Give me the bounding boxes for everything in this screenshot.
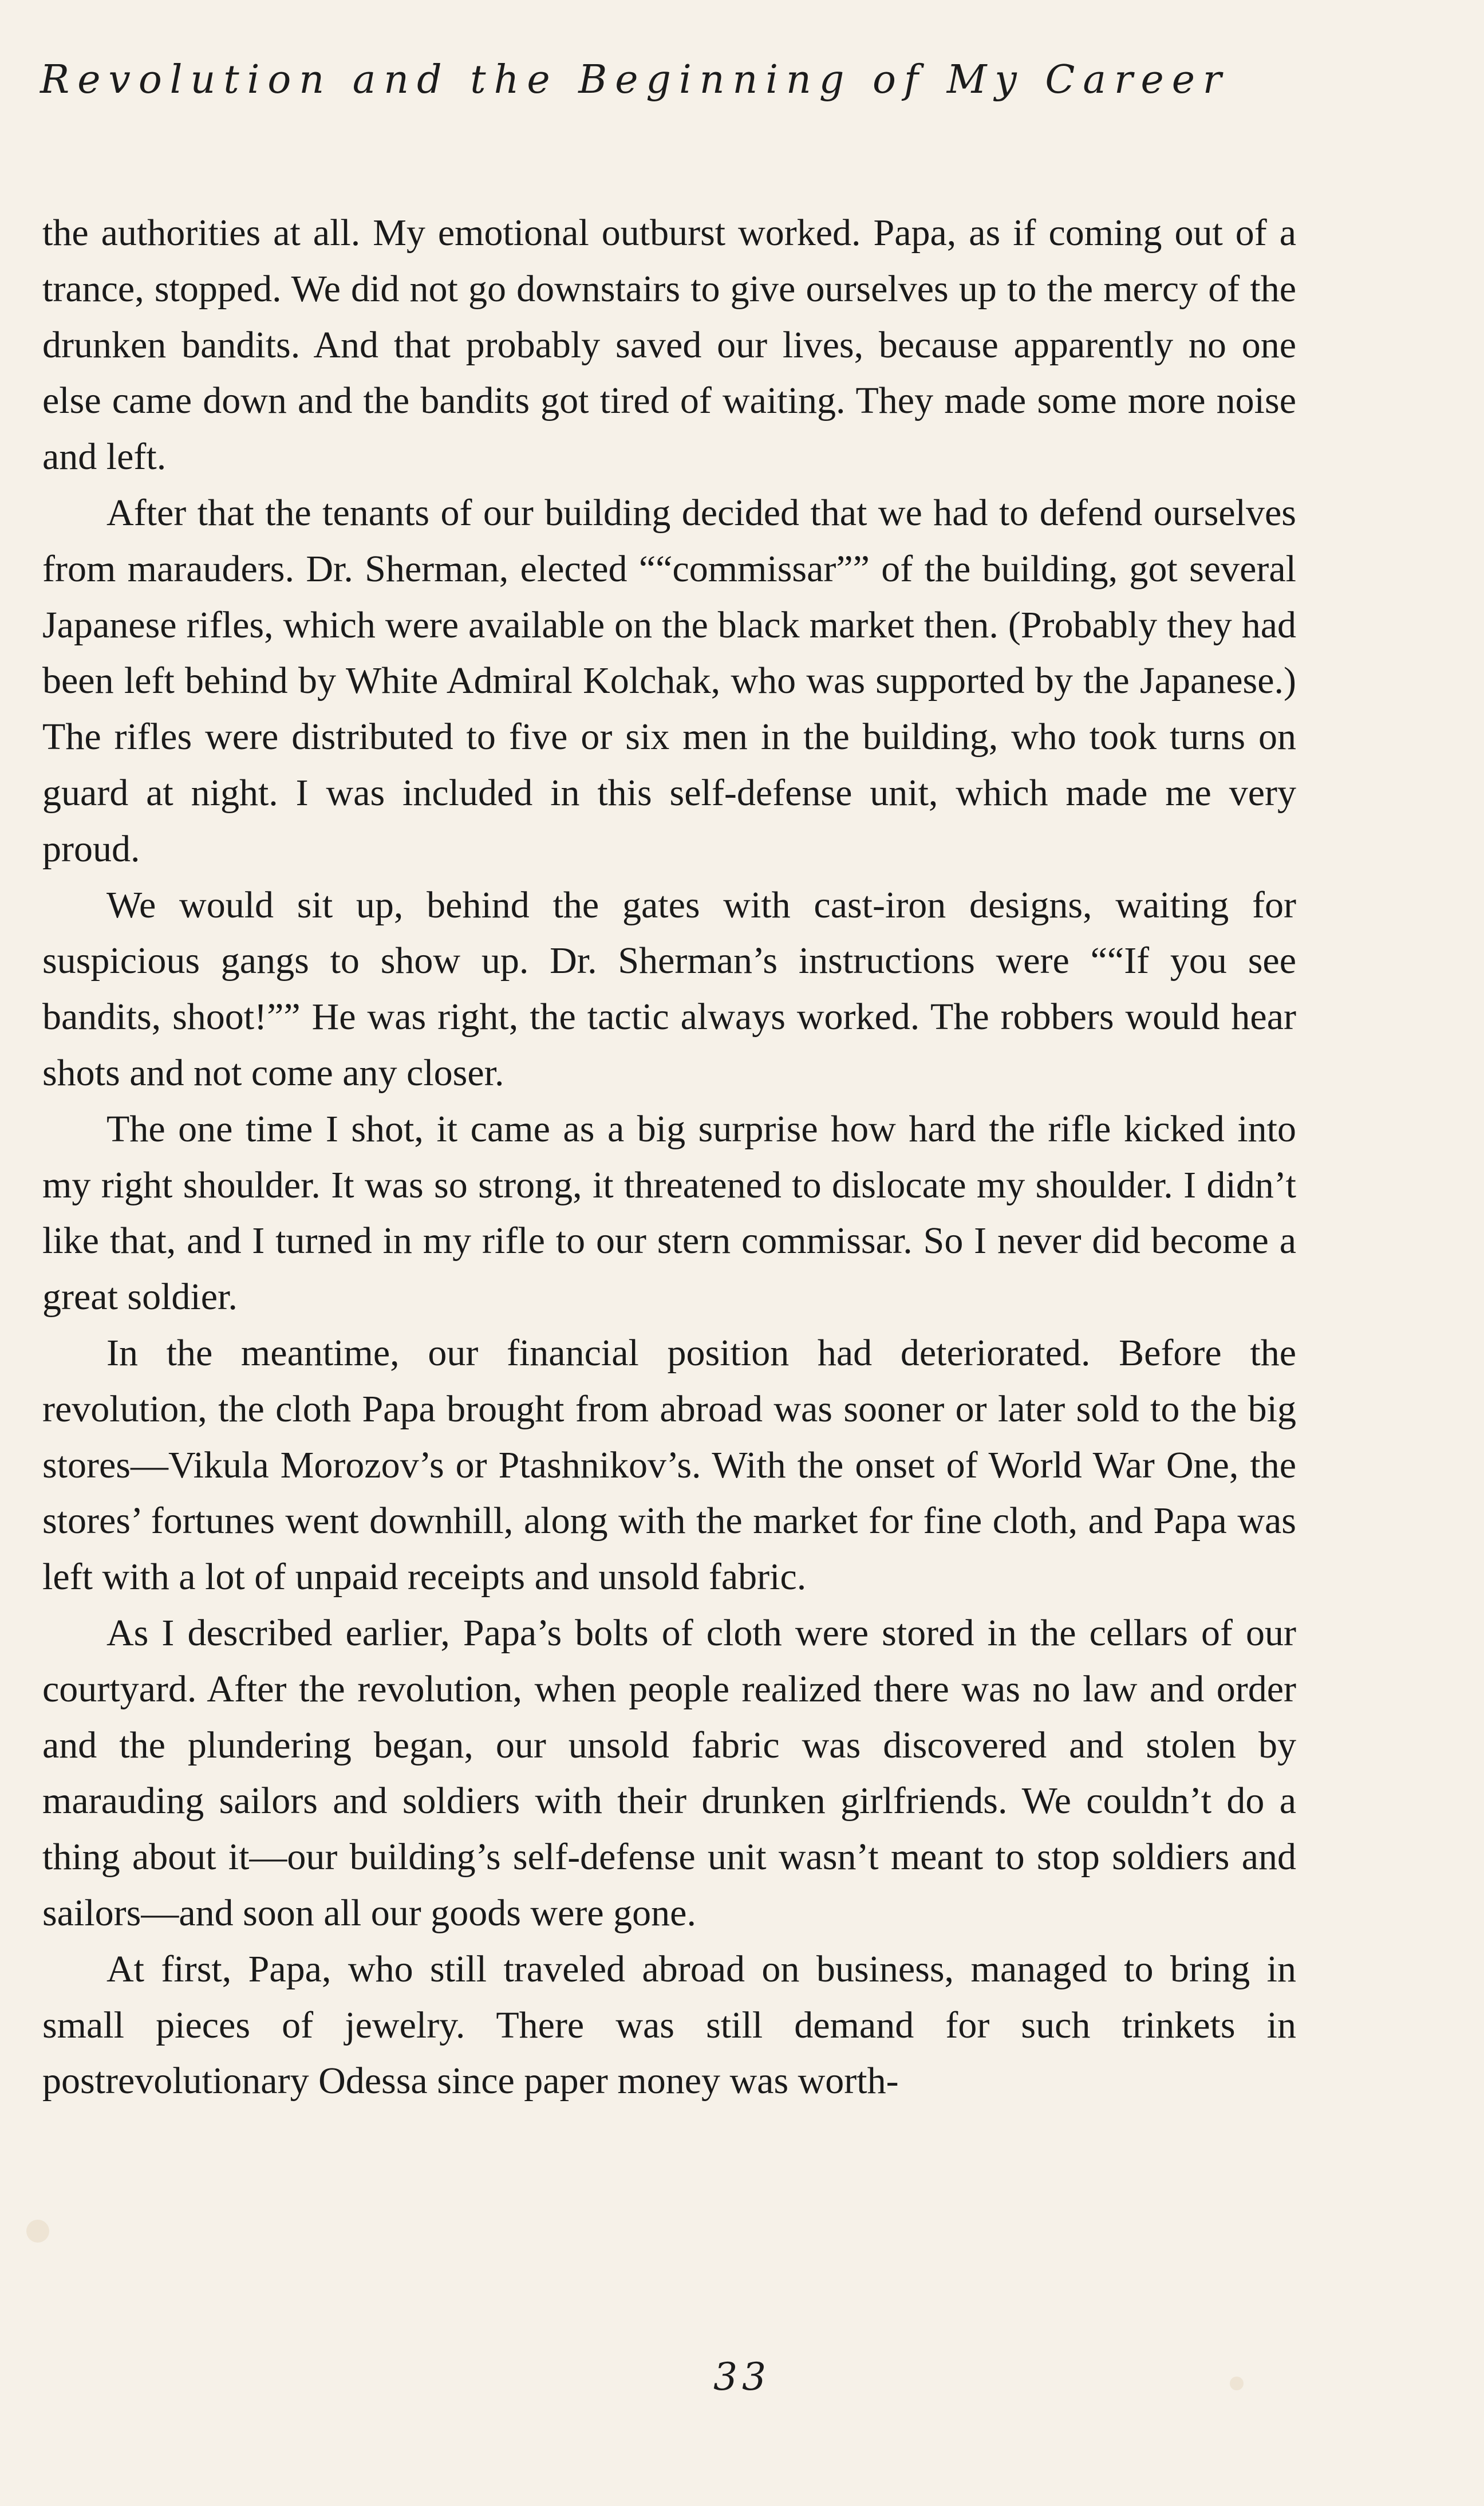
paragraph: At first, Papa, who still traveled abroad on business, managed to bring in small pieces of jewelry. There was still demand for such trinkets in postrevolutionary Odessa since paper money was worth- xyxy=(42,1948,1296,2102)
paragraph: As I described earlier, Papa’s bolts of cloth were stored in the cellars of our courtyard. After the revolution, when people realized there was no law and order and the plundering began, our unsold fabric was discovered and stolen by marauding sailors and soldiers with their drunken girlfriends. We couldn’t do a thing about it—our building’s self-defense unit wasn’t meant to stop soldiers and sailors—and soon all our goods were gone. xyxy=(42,1611,1296,1934)
paragraph: The one time I shot, it came as a big surprise how hard the rifle kicked into my right shoulder. It was so strong, it threatened to dislocate my shoulder. I didn’t like that, and I turned in my rifle to our stern commissar. So I never did become a great soldier. xyxy=(42,1108,1296,1318)
paragraph: After that the tenants of our building decided that we had to defend ourselves from marauders. Dr. Sherman, elected ““commissar”” of the building, got several Japanese rifles, which were available on the black market then. (Probably they had been left behind by White Admiral Kolchak, who was supported by the Japanese.) The rifles were distributed to five or six men in the building, who took turns on guard at night. I was included in this self-defense unit, which made me very proud. xyxy=(42,491,1296,870)
body-text xyxy=(42,205,1296,2109)
paragraph: the authorities at all. My emotional outburst worked. Papa, as if coming out of a trance, stopped. We did not go downstairs to give ourselves up to the mercy of the drunken bandits. And that probably saved our lives, because apparently no one else came down and the bandits got tired of waiting. They made some more noise and left. xyxy=(42,212,1296,478)
page-number: 33 xyxy=(713,2355,771,2399)
running-head: Revolution and the Beginning of My Career xyxy=(40,57,1230,103)
paragraph: In the meantime, our financial position had deteriorated. Before the revolution, the cloth Papa brought from abroad was sooner or later sold to the big stores—Vikula Morozov’s or Ptashnikov’s. With the onset of World War One, the stores’ fortunes went downhill, along with the market for fine cloth, and Papa was left with a lot of unpaid receipts and unsold fabric. xyxy=(42,1331,1296,1598)
paragraph: We would sit up, behind the gates with cast-iron designs, waiting for suspicious gangs to show up. Dr. Sherman’s instructions were ““If you see bandits, shoot!”” He was right, the tactic always worked. The robbers would hear shots and not come any closer. xyxy=(42,884,1296,1094)
paper-stain xyxy=(26,2220,49,2243)
